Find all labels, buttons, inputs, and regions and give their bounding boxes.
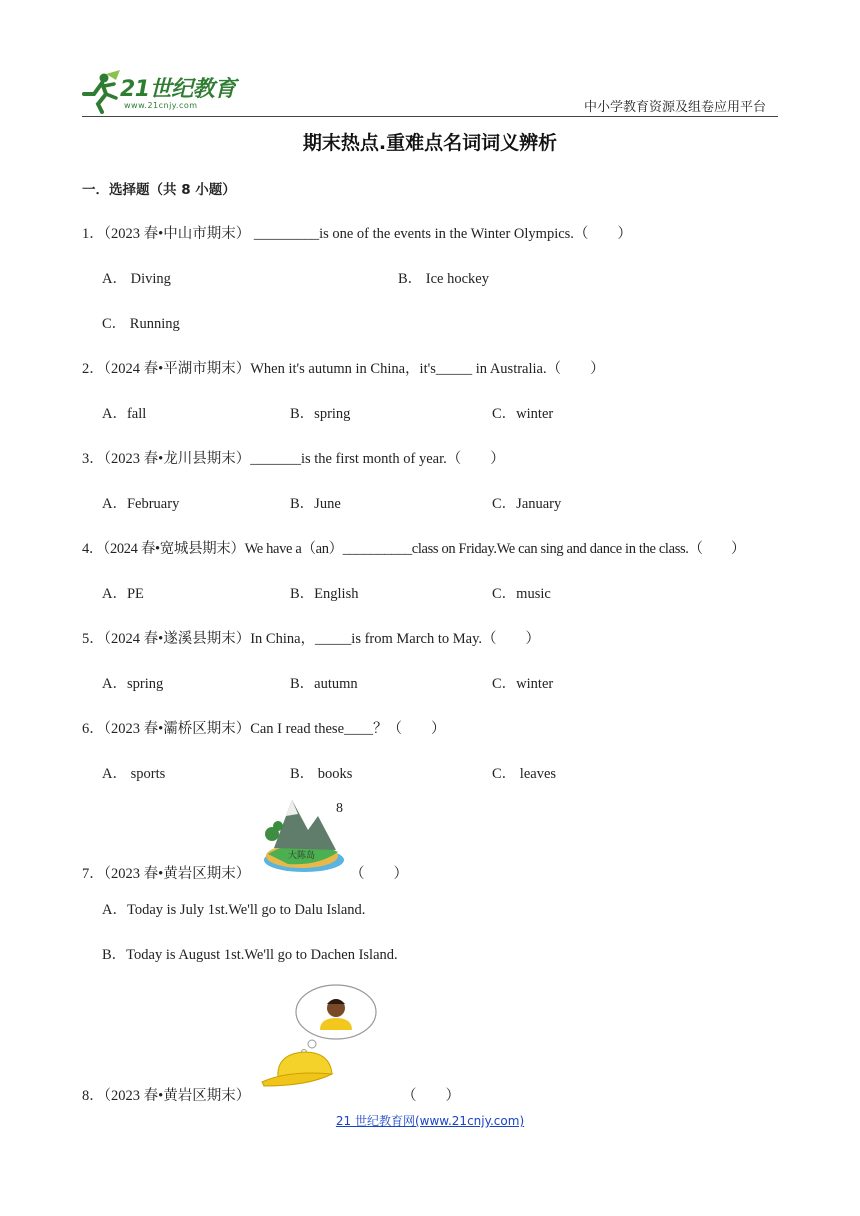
option-3b[interactable]: B．June [290,496,341,512]
option-3a[interactable]: A．February [102,496,180,512]
island-image [258,794,350,876]
option-7b[interactable]: B．Today is August 1st.We'll go to Dachen Island. [102,947,398,963]
option-6b[interactable]: B． books [290,766,353,782]
option-1c[interactable]: C． Running [102,316,180,332]
page-title: 期末热点.重难点名词词义辨析 [302,132,558,154]
site-logo [80,68,250,114]
section-heading: 一．选择题（共 8 小题） [82,182,236,198]
platform-label: 中小学教育资源及组卷应用平台 [584,100,767,115]
question-stem-1: 1．（2023 春•中山市期末） _________is one of the events in the Winter Olympics.（ ） [82,226,632,242]
island-label: 大陈岛 [288,851,316,861]
question-stem-5: 5．（2024 春•遂溪县期末）In China，_____is from March to May.（ ） [82,631,541,647]
image-number: 8 [336,801,343,816]
logo-url: www.21cnjy.com [124,101,198,110]
question-stem-4: 4．（2024 春•宽城县期末）We have a（an）__________class on Friday.We can sing and dance in the class.（ ） [82,541,746,557]
option-1a[interactable]: A． Diving [102,271,171,287]
option-2c[interactable]: C．winter [492,406,554,422]
option-6c[interactable]: C． leaves [492,766,557,782]
logo-text: 21世纪教育 [120,77,236,102]
option-4a[interactable]: A．PE [102,586,144,602]
question-stem-2: 2．（2024 春•平湖市期末）When it's autumn in China，it's_____ in Australia.（ ） [82,361,605,377]
option-1b[interactable]: B． Ice hockey [398,271,489,287]
option-2b[interactable]: B．spring [290,406,351,422]
question-stem-3: 3．（2023 春•龙川县期末）_______is the first month of year.（ ） [82,451,505,467]
option-7a[interactable]: A．Today is July 1st.We'll go to Dalu Island. [102,902,366,918]
option-4b[interactable]: B．English [290,586,359,602]
header-divider [82,116,778,117]
footer-link[interactable]: 21 世纪教育网(www.21cnjy.com) [335,1114,525,1128]
runner-icon [80,68,124,114]
option-3c[interactable]: C．January [492,496,562,512]
question-stem-6: 6．（2023 春•灞桥区期末）Can I read these____？（ ） [82,721,446,737]
answer-paren-7[interactable]: （ ） [350,866,408,882]
question-stem-8: 8．（2023 春•黄岩区期末） [82,1088,251,1104]
option-5a[interactable]: A．spring [102,676,164,692]
question-stem-7: 7．（2023 春•黄岩区期末） [82,866,251,882]
option-2a[interactable]: A．fall [102,406,147,422]
option-6a[interactable]: A． sports [102,766,166,782]
option-5c[interactable]: C．winter [492,676,554,692]
cap-thought-image [258,982,388,1094]
option-5b[interactable]: B．autumn [290,676,358,692]
answer-paren-8[interactable]: （ ） [402,1088,460,1104]
option-4c[interactable]: C．music [492,586,551,602]
